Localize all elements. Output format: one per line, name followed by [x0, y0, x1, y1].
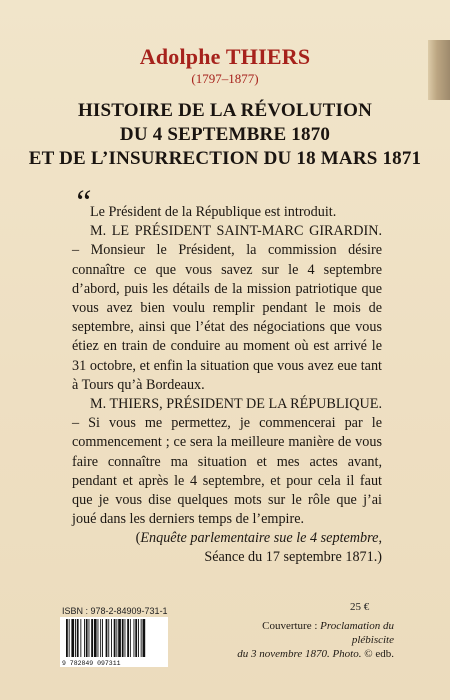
source-citation-line-1	[72, 530, 382, 547]
author-name: Adolphe THIERS	[139, 44, 311, 69]
excerpt-paragraph-2: M. LE PRÉSIDENT SAINT-MARC GIRARDIN. – Monsieur le Président, la commission désire connaître ce que vous savez sur le 4 septembre d’abord, puis les détails de la mission patriotique que vous avez bien voulu remplir pendant le mois de septembre, ainsi que l’état des négociations que vous étiez en train de conduire au moment où est arrivé le 31 octobre, et enfin la situation que vous avez eue tant à Tours qu’à Bordeaux.	[72, 223, 382, 393]
barcode-bar	[122, 619, 124, 657]
source-comma: ,	[378, 530, 382, 546]
barcode-bar	[102, 619, 103, 657]
credit-title-1: Proclamation du plébiscite	[320, 620, 394, 646]
title-line-3: ET DE L’INSURRECTION DU 18 MARS 1871	[28, 148, 422, 169]
barcode-bar	[66, 619, 68, 657]
barcode	[60, 617, 168, 667]
barcode-bar	[94, 619, 97, 657]
barcode-bar	[80, 619, 81, 657]
title-line-1: HISTOIRE DE LA RÉVOLUTION	[77, 100, 373, 121]
excerpt-paragraph-1: Le Président de la République est introduit.	[90, 204, 337, 220]
isbn-label: ISBN : 978-2-84909-731-1	[62, 606, 168, 616]
barcode-bar	[134, 619, 135, 657]
barcode-bar	[143, 619, 146, 657]
barcode-bar	[116, 619, 117, 657]
barcode-bars	[60, 617, 168, 667]
barcode-bar	[125, 619, 126, 657]
barcode-bar	[77, 619, 79, 657]
barcode-bar	[111, 619, 112, 657]
barcode-bar	[71, 619, 74, 657]
barcode-bar	[108, 619, 109, 657]
barcode-bar	[127, 619, 129, 657]
barcode-bar	[141, 619, 142, 657]
barcode-digits: 9 782849 097311	[62, 660, 121, 667]
credit-label: Couverture :	[262, 620, 321, 632]
opening-quote-mark: “	[73, 184, 92, 221]
excerpt-text	[72, 203, 382, 529]
author-dates: (1797–1877)	[191, 71, 259, 86]
barcode-bar	[89, 619, 90, 657]
barcode-bar	[86, 619, 88, 657]
barcode-bar	[106, 619, 108, 657]
barcode-bar	[75, 619, 76, 657]
source-title: Enquête parlementaire sue le 4 septembre	[140, 530, 379, 546]
price-label: 25 €	[350, 601, 370, 613]
credit-copyright: © edb.	[361, 648, 394, 660]
source-open: (	[135, 530, 141, 546]
barcode-bar	[98, 619, 99, 657]
barcode-bar	[84, 619, 85, 657]
excerpt-paragraph-3: M. THIERS, PRÉSIDENT DE LA RÉPUBLIQUE. – Si vous me permettez, je commencerai par le commencement ; ce sera la meilleure manière de vous faire connaître ma situation et mes actes avant, pendant et après le 4 septembre, et pour cela il faut que je vous dise quelques mots sur le rôle que j’ai joué dans les derniers temps de l’empire.	[72, 396, 382, 528]
barcode-bar	[69, 619, 70, 657]
source-citation-line-2: Séance du 17 septembre 1871.)	[204, 549, 382, 565]
title-line-2: DU 4 SEPTEMBRE 1870	[119, 124, 331, 145]
cover-credit	[222, 619, 394, 661]
barcode-bar	[135, 619, 137, 657]
credit-title-2: du 3 novembre 1870. Photo.	[237, 648, 362, 660]
barcode-bar	[118, 619, 121, 657]
barcode-bar	[91, 619, 93, 657]
barcode-bar	[130, 619, 131, 657]
barcode-bar	[114, 619, 116, 657]
barcode-bar	[100, 619, 101, 657]
barcode-bar	[138, 619, 139, 657]
